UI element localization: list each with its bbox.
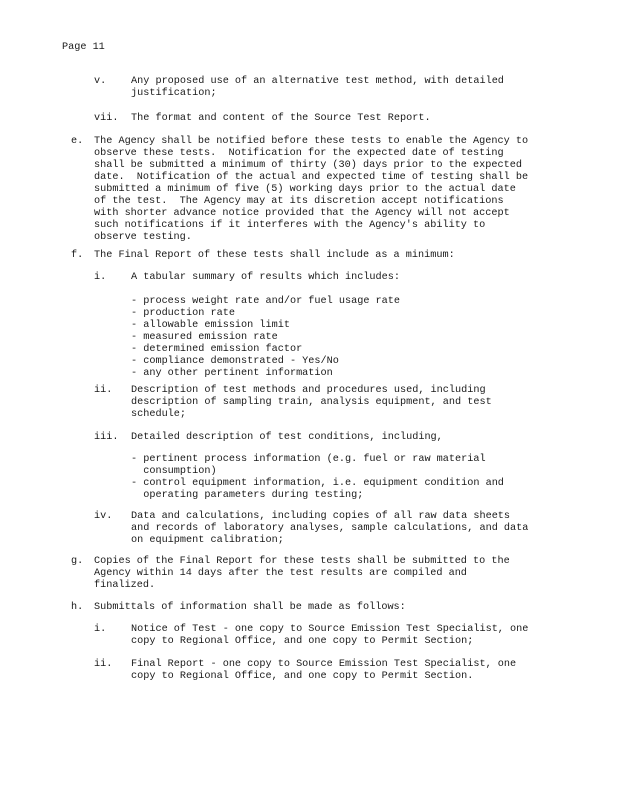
item-f-iv-label: iv. bbox=[94, 511, 113, 522]
list-item: operating parameters during testing; bbox=[131, 490, 364, 501]
text-line: observe these tests. Notification for the expected date of testing bbox=[94, 148, 504, 159]
item-f-iii-label: iii. bbox=[94, 432, 119, 443]
text-line: Submittals of information shall be made as follows: bbox=[94, 602, 406, 613]
text-line: A tabular summary of results which includes: bbox=[131, 272, 400, 283]
item-h-ii-text bbox=[131, 659, 516, 683]
list-item: - compliance demonstrated - Yes/No bbox=[131, 356, 339, 367]
text-line: Notice of Test - one copy to Source Emission Test Specialist, one bbox=[131, 624, 529, 635]
item-f-iv-text bbox=[131, 511, 528, 547]
item-f-iii-text bbox=[131, 432, 443, 444]
text-line: description of sampling train, analysis equipment, and test bbox=[131, 397, 492, 408]
item-h-label: h. bbox=[71, 602, 84, 613]
item-g-text bbox=[94, 556, 510, 592]
text-line: submitted a minimum of five (5) working days prior to the actual date bbox=[94, 184, 516, 195]
text-line: Description of test methods and procedures used, including bbox=[131, 385, 486, 396]
list-item: - measured emission rate bbox=[131, 332, 278, 343]
item-v-label: v. bbox=[94, 76, 107, 87]
results-bullet-list bbox=[131, 296, 400, 380]
item-f-i-label: i. bbox=[94, 272, 107, 283]
list-item: - allowable emission limit bbox=[131, 320, 290, 331]
list-item: - production rate bbox=[131, 308, 235, 319]
text-line: schedule; bbox=[131, 409, 187, 420]
text-line: Final Report - one copy to Source Emission Test Specialist, one bbox=[131, 659, 517, 670]
text-line: date. Notification of the actual and expected time of testing shall be bbox=[94, 172, 529, 183]
text-line: and records of laboratory analyses, sample calculations, and data bbox=[131, 523, 529, 534]
list-item: - any other pertinent information bbox=[131, 368, 333, 379]
item-g-label: g. bbox=[71, 556, 84, 567]
text-line: with shorter advance notice provided that the Agency will not accept bbox=[94, 208, 510, 219]
item-h-i-text bbox=[131, 624, 528, 648]
text-line: justification; bbox=[131, 88, 217, 99]
text-line: copy to Regional Office, and one copy to Permit Section; bbox=[131, 636, 474, 647]
conditions-bullet-list bbox=[131, 454, 504, 502]
text-line: Data and calculations, including copies of all raw data sheets bbox=[131, 511, 511, 522]
list-item: - control equipment information, i.e. equipment condition and bbox=[131, 478, 504, 489]
text-line: Agency within 14 days after the test results are compiled and bbox=[94, 568, 467, 579]
item-f-ii-text bbox=[131, 385, 492, 421]
item-h-i-label: i. bbox=[94, 624, 107, 635]
item-vii-label: vii. bbox=[94, 113, 119, 124]
text-line: observe testing. bbox=[94, 232, 192, 243]
item-h-ii-label: ii. bbox=[94, 659, 113, 670]
list-item: - determined emission factor bbox=[131, 344, 303, 355]
item-e-text bbox=[94, 136, 528, 244]
item-f-i-text bbox=[131, 272, 400, 284]
text-line: such notifications if it interferes with the Agency's ability to bbox=[94, 220, 486, 231]
text-line: Copies of the Final Report for these tests shall be submitted to the bbox=[94, 556, 510, 567]
item-f-text bbox=[94, 250, 455, 262]
text-line: finalized. bbox=[94, 580, 156, 591]
list-item: consumption) bbox=[131, 466, 217, 477]
item-e-label: e. bbox=[71, 136, 84, 147]
text-line: of the test. The Agency may at its discretion accept notifications bbox=[94, 196, 504, 207]
list-item: - pertinent process information (e.g. fuel or raw material bbox=[131, 454, 486, 465]
item-v-text bbox=[131, 76, 504, 100]
text-line: The Agency shall be notified before these tests to enable the Agency to bbox=[94, 136, 529, 147]
text-line: Any proposed use of an alternative test method, with detailed bbox=[131, 76, 504, 87]
text-line: The Final Report of these tests shall include as a minimum: bbox=[94, 250, 455, 261]
item-f-label: f. bbox=[71, 250, 84, 261]
page-header: Page 11 bbox=[62, 42, 105, 53]
text-line: shall be submitted a minimum of thirty (30) days prior to the expected bbox=[94, 160, 522, 171]
list-item: - process weight rate and/or fuel usage rate bbox=[131, 296, 400, 307]
text-line: copy to Regional Office, and one copy to Permit Section. bbox=[131, 671, 474, 682]
item-h-text bbox=[94, 602, 406, 614]
item-vii-text bbox=[131, 113, 431, 125]
text-line: Detailed description of test conditions, including, bbox=[131, 432, 443, 443]
text-line: on equipment calibration; bbox=[131, 535, 284, 546]
text-line: The format and content of the Source Test Report. bbox=[131, 113, 431, 124]
item-f-ii-label: ii. bbox=[94, 385, 113, 396]
